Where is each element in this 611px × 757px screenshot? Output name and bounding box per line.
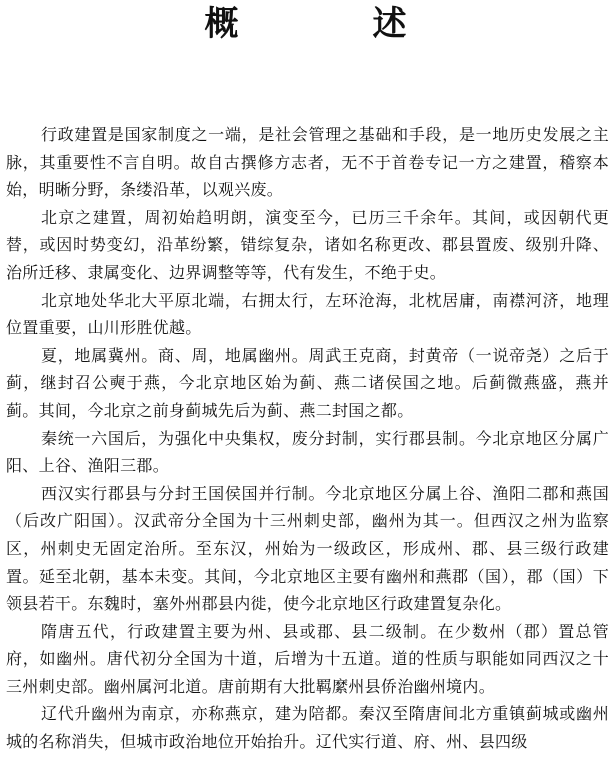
paragraph-4: 夏，地属冀州。商、周，地属幽州。周武王克商，封黄帝（一说帝尧）之后于蓟，继封召公奭于燕，今北京地区始为蓟、燕二诸侯国之地。后蓟微燕盛，燕并蓟。其间，今北京之前身蓟城先后为蓟、燕二封国之都。 bbox=[6, 345, 609, 420]
paragraph-2: 北京之建置，周初始趋明朗，演变至今，已历三千余年。其间，或因朝代更替，或因时势变幻，沿革纷繁，错综复杂，诸如名称更改、郡县置废、级别升降、治所迁移、隶属变化、边界调整等等，代有发生，不绝于史。 bbox=[6, 207, 609, 282]
paragraph-3: 北京地处华北大平原北端，右拥太行，左环沧海，北枕居庸，南襟河济，地理位置重要，山川形胜优越。 bbox=[6, 290, 609, 338]
paragraph-1: 行政建置是国家制度之一端，是社会管理之基础和手段，是一地历史发展之主脉，其重要性不言自明。故自古撰修方志者，无不于首卷专记一方之建置，稽察本始，明晰分野，条缕沿革，以观兴废。 bbox=[6, 125, 609, 200]
paragraph-6: 西汉实行郡县与分封王国侯国并行制。今北京地区分属上谷、渔阳二郡和燕国（后改广阳国）。汉武帝分全国为十三州刺史部，幽州为其一。但西汉之州为监察区，州刺史无固定治所。至东汉，州始为一级政区，形成州、郡、县三级行政建置。延至北朝，基本未变。其间，今北京地区主要有幽州和燕郡（国），郡（国）下领县若干。东魏时，塞外州郡县内徙，使今北京地区行政建置复杂化。 bbox=[6, 483, 609, 614]
paragraph-5: 秦统一六国后，为强化中央集权，废分封制，实行郡县制。今北京地区分属广阳、上谷、渔阳三郡。 bbox=[6, 428, 609, 476]
paragraph-7: 隋唐五代，行政建置主要为州、县或郡、县二级制。在少数州（郡）置总管府，如幽州。唐代初分全国为十道，后增为十五道。道的性质与职能如同西汉之十三州刺史部。幽州属河北道。唐前期有大批羁縻州县侨治幽州境内。 bbox=[6, 621, 609, 696]
body-text bbox=[6, 121, 609, 756]
page-title: 概 述 bbox=[204, 4, 457, 44]
paragraph-8: 辽代升幽州为南京，亦称燕京，建为陪都。秦汉至隋唐间北方重镇蓟城或幽州城的名称消失，但城市政治地位开始抬升。辽代实行道、府、州、县四级 bbox=[6, 704, 609, 752]
